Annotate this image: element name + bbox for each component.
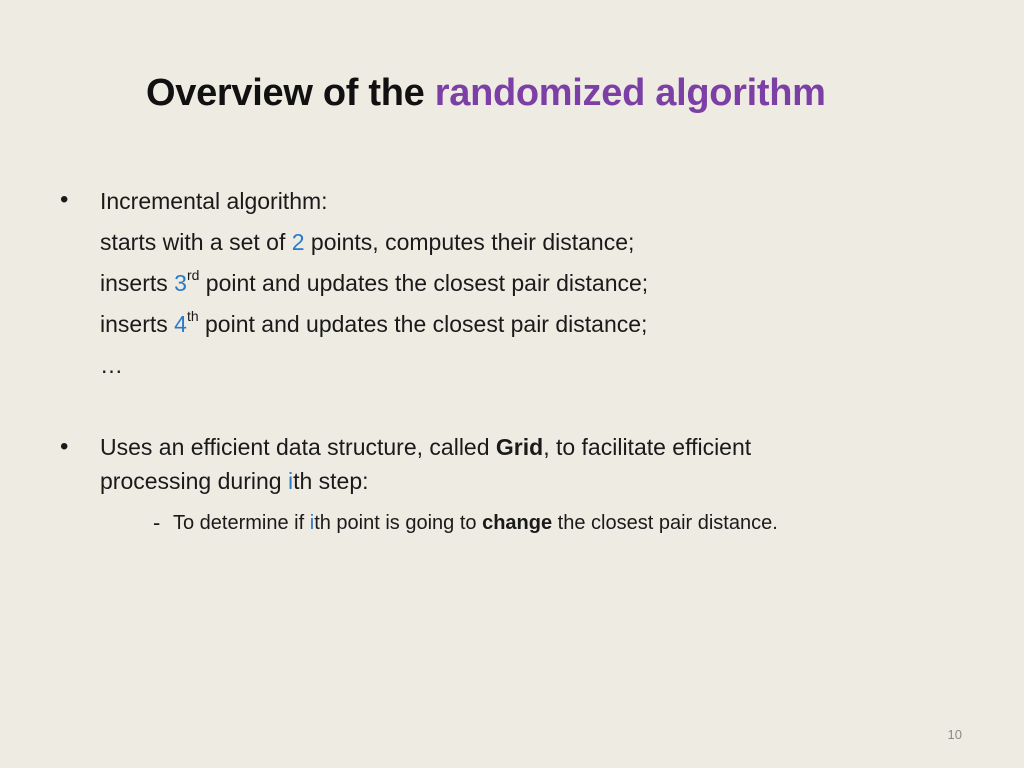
bullet1-heading: Incremental algorithm: (100, 188, 328, 214)
page-number: 10 (947, 727, 962, 742)
sub-text-b: th point is going to (314, 512, 483, 534)
bullet1-line3-number: 4 (174, 311, 187, 337)
bullet-marker-2: • (60, 433, 69, 460)
bullet1-line1-text-b: points, computes their distance; (304, 229, 635, 255)
sub-index: i (309, 512, 315, 534)
bullet2-line2-index: i (287, 468, 294, 494)
sub-change-term: change (482, 512, 553, 534)
sub-bullet-dash: - (153, 510, 161, 535)
title-prefix: Overview of the (146, 72, 435, 114)
bullet1-line1-text-a: starts with a set of (100, 229, 292, 255)
bullet1-line1 (100, 229, 634, 256)
bullet1-ellipsis: … (100, 352, 123, 378)
bullet1-line3 (100, 308, 648, 338)
bullet1-line3-text-b: point and updates the closest pair distance; (198, 311, 648, 337)
bullet2-line2-text-b: th step: (293, 468, 369, 494)
bullet1-line2-number: 3 (174, 270, 187, 296)
bullet1-line3-ordinal: th (186, 308, 199, 325)
bullet2-grid-term: Grid (495, 434, 544, 460)
bullet1-line1-number: 2 (291, 229, 305, 255)
bullet2-line1-text-a: Uses an efficient data structure, called (100, 434, 496, 460)
bullet1-line2-ordinal: rd (186, 267, 200, 284)
bullet2-line1 (100, 434, 751, 461)
bullet2-sub-line (173, 512, 778, 535)
bullet2-line2 (100, 468, 369, 495)
bullet2-line2-text-a: processing during (100, 468, 288, 494)
sub-text-c: the closest pair distance. (552, 512, 778, 534)
bullet1-line3-text-a: inserts (100, 311, 175, 337)
slide-title (146, 72, 826, 115)
sub-text-a: To determine if (173, 512, 310, 534)
bullet2-line1-text-b: , to facilitate efficient (543, 434, 752, 460)
title-highlight: randomized algorithm (434, 72, 826, 114)
bullet1-line2-text-a: inserts (100, 270, 175, 296)
bullet1-line2 (100, 267, 649, 297)
bullet1-line2-text-b: point and updates the closest pair distance; (199, 270, 649, 296)
bullet-marker-1: • (60, 186, 69, 213)
